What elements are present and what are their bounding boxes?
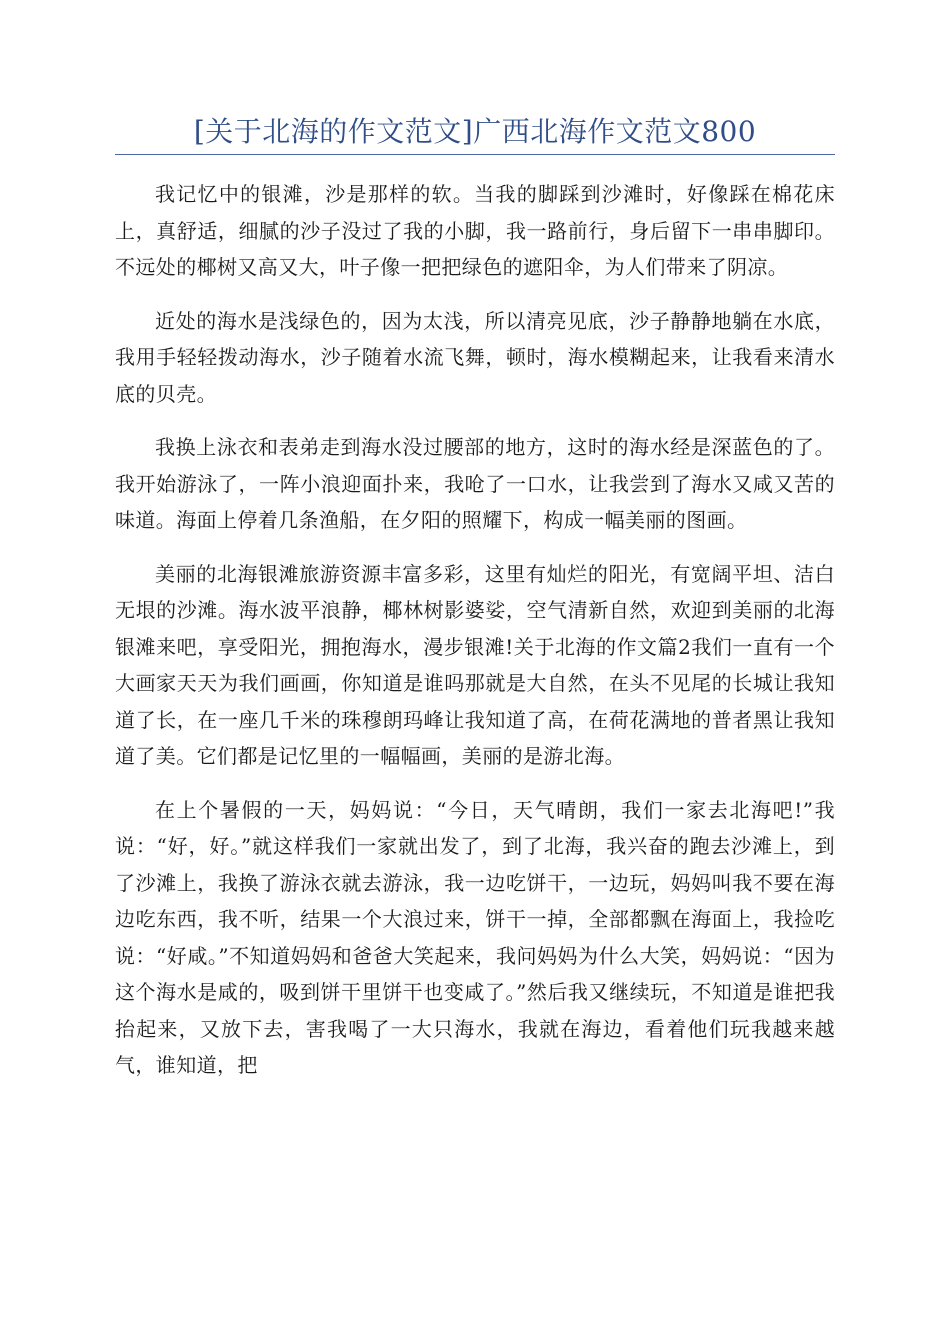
document-title: [关于北海的作文范文]广西北海作文范文800: [193, 115, 757, 148]
paragraph-1: 我记忆中的银滩，沙是那样的软。当我的脚踩到沙滩时，好像踩在棉花床上，真舒适，细腻的沙子没过了我的小脚，我一路前行，身后留下一串串脚印。不远处的椰树又高又大，叶子像一把把绿色的遮阳伞，为人们带来了阴凉。: [115, 182, 835, 279]
document-body: [115, 176, 835, 1101]
paragraph-5: 在上个暑假的一天，妈妈说：“今日，天气晴朗，我们一家去北海吧!”我说：“好，好。”就这样我们一家就出发了，到了北海，我兴奋的跑去沙滩上，到了沙滩上，我换了游泳衣就去游泳，我一边吃饼干，一边玩，妈妈叫我不要在海边吃东西，我不听，结果一个大浪过来，饼干一掉，全部都飘在海面上，我捡吃说：“好咸。”不知道妈妈和爸爸大笑起来，我问妈妈为什么大笑，妈妈说：“因为这个海水是咸的，吸到饼干里饼干也变咸了。”然后我又继续玩，不知道是谁把我抬起来，又放下去，害我喝了一大只海水，我就在海边，看着他们玩我越来越气，谁知道，把: [115, 797, 835, 1077]
title-underline: [115, 154, 835, 155]
paragraph-3: 我换上泳衣和表弟走到海水没过腰部的地方，这时的海水经是深蓝色的了。我开始游泳了，一阵小浪迎面扑来，我呛了一口水，让我尝到了海水又咸又苦的味道。海面上停着几条渔船，在夕阳的照耀下，构成一幅美丽的图画。: [115, 435, 835, 532]
paragraph-4: 美丽的北海银滩旅游资源丰富多彩，这里有灿烂的阳光，有宽阔平坦、洁白无垠的沙滩。海水波平浪静，椰林树影婆娑，空气清新自然，欢迎到美丽的北海银滩来吧，享受阳光，拥抱海水，漫步银滩!关于北海的作文篇2我们一直有一个大画家天天为我们画画，你知道是谁吗那就是大自然，在头不见尾的长城让我知道了长，在一座几千米的珠穆朗玛峰让我知道了高，在荷花满地的普者黑让我知道了美。它们都是记忆里的一幅幅画，美丽的是游北海。: [115, 561, 835, 768]
paragraph-2: 近处的海水是浅绿色的，因为太浅，所以清亮见底，沙子静静地躺在水底，我用手轻轻拨动海水，沙子随着水流飞舞，顿时，海水模糊起来，让我看来清水底的贝壳。: [115, 308, 835, 406]
